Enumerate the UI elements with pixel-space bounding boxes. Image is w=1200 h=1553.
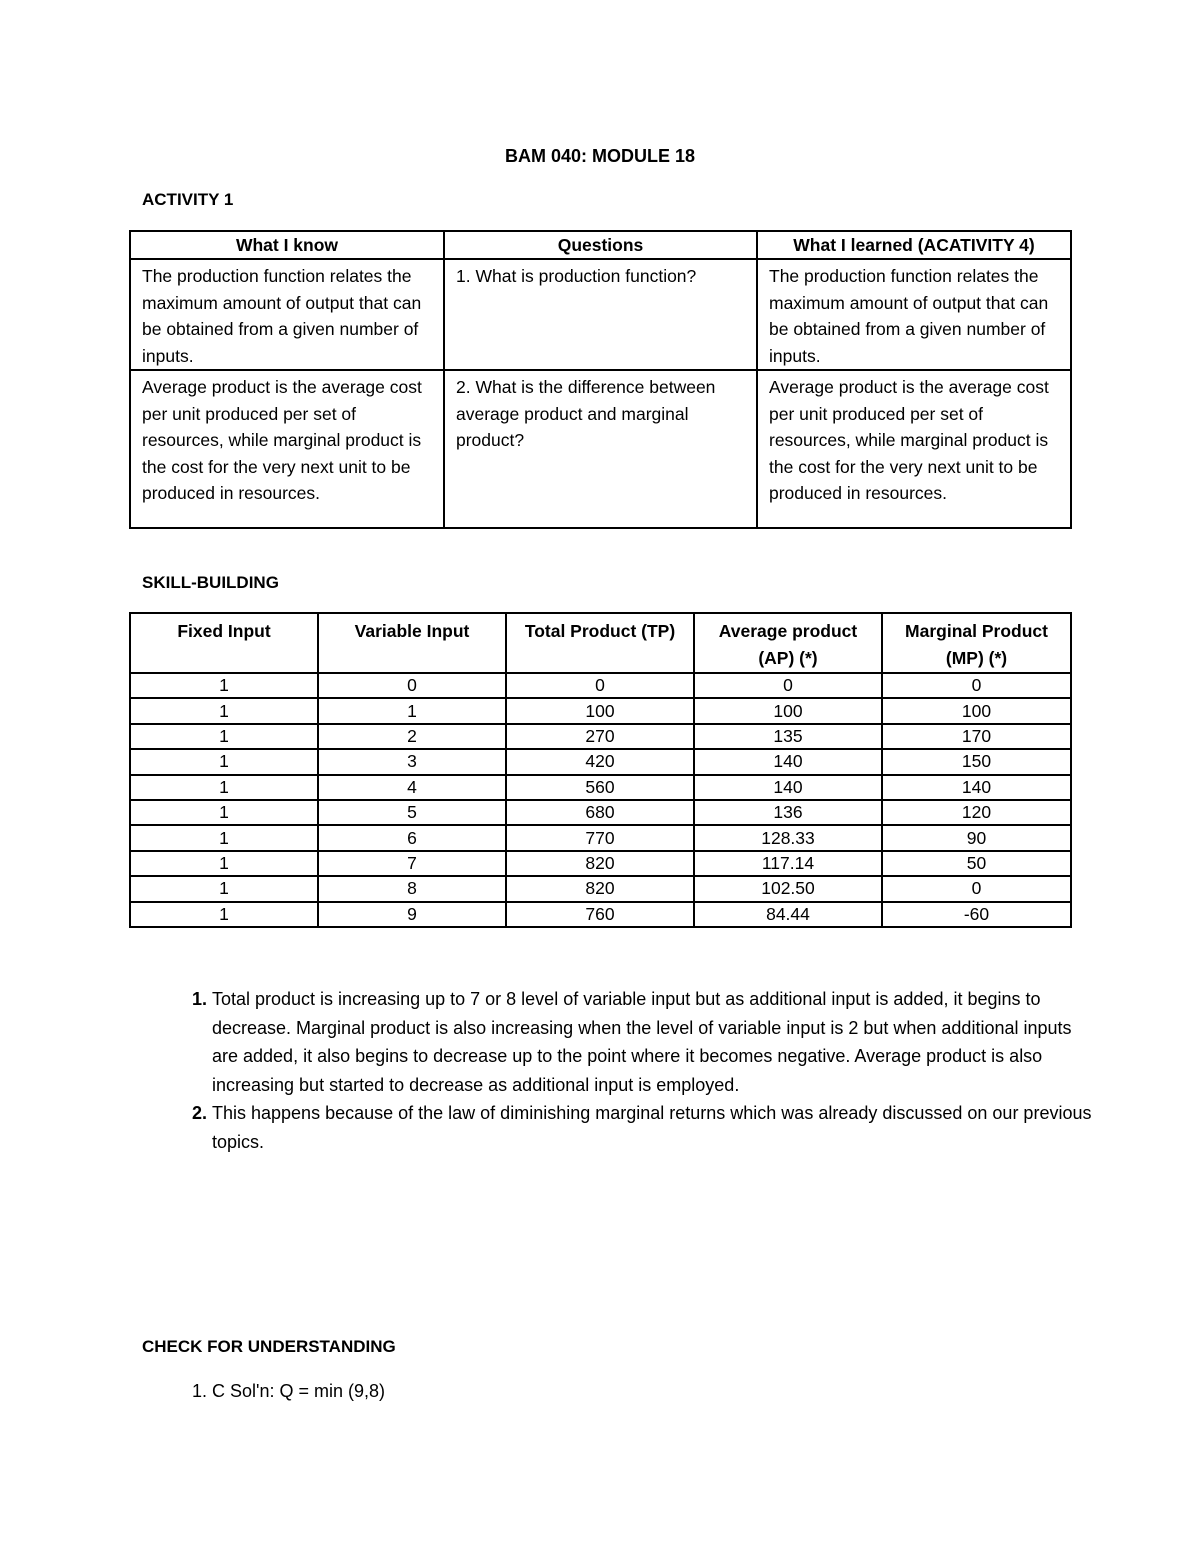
table-cell: 770: [506, 825, 694, 850]
column-header-total-product: Total Product (TP): [506, 613, 694, 673]
table-cell: 4: [318, 775, 506, 800]
table-cell: 120: [882, 800, 1071, 825]
table-cell: 760: [506, 902, 694, 927]
table-cell: 820: [506, 851, 694, 876]
table-cell: 150: [882, 749, 1071, 774]
activity-heading: ACTIVITY 1: [142, 190, 234, 209]
table-cell: 1: [318, 698, 506, 723]
check-understanding-list: [178, 1378, 385, 1404]
table-cell: 100: [694, 698, 882, 723]
table-cell: Average product is the average cost per unit produced per set of resources, while marginal product is the cost for the very next unit to be produced in resources.: [130, 370, 444, 528]
column-header-what-i-learned: What I learned (ACATIVITY 4): [757, 231, 1071, 259]
list-item: 1. Total product is increasing up to 7 or 8 level of variable input but as additional input is added, it begins to decrease. Marginal product is also increasing when the level of variable input is 2 but when additional inputs are added, it also begins to decrease up to the point where it becomes negative. Average product is also increasing but started to decrease as additional input is employed.: [212, 985, 1102, 1099]
table-cell: 680: [506, 800, 694, 825]
table-row: [130, 800, 1071, 825]
table-cell: 2: [318, 724, 506, 749]
table-cell: 1: [130, 825, 318, 850]
skill-table-body: [130, 673, 1071, 927]
table-row: [130, 825, 1071, 850]
table-cell: 7: [318, 851, 506, 876]
table-cell: 6: [318, 825, 506, 850]
table-cell: 0: [318, 673, 506, 698]
table-row: [130, 749, 1071, 774]
table-cell: 1. What is production function?: [444, 259, 757, 370]
table-cell: 420: [506, 749, 694, 774]
table-cell: 1: [130, 724, 318, 749]
table-cell: 128.33: [694, 825, 882, 850]
column-header-questions: Questions: [444, 231, 757, 259]
table-row: [130, 698, 1071, 723]
list-item: 2. This happens because of the law of diminishing marginal returns which was already discussed on our previous topics.: [212, 1099, 1102, 1156]
table-row: [130, 673, 1071, 698]
table-cell: 1: [130, 851, 318, 876]
table-cell: 1: [130, 902, 318, 927]
table-cell: 5: [318, 800, 506, 825]
table-cell: 102.50: [694, 876, 882, 901]
table-cell: 84.44: [694, 902, 882, 927]
table-cell: 140: [882, 775, 1071, 800]
table-row: [130, 902, 1071, 927]
table-cell: 2. What is the difference between average product and marginal product?: [444, 370, 757, 528]
table-cell: 90: [882, 825, 1071, 850]
table-cell: 1: [130, 800, 318, 825]
table-cell: The production function relates the maximum amount of output that can be obtained from a given number of inputs.: [757, 259, 1071, 370]
column-header-average-product: Average product (AP) (*): [694, 613, 882, 673]
table-cell: 820: [506, 876, 694, 901]
skill-header-row: [130, 613, 1071, 673]
table-cell: 50: [882, 851, 1071, 876]
table-cell: 136: [694, 800, 882, 825]
skill-building-table: [129, 612, 1072, 928]
table-cell: 9: [318, 902, 506, 927]
table-cell: 140: [694, 749, 882, 774]
column-header-what-i-know: What I know: [130, 231, 444, 259]
table-cell: 170: [882, 724, 1071, 749]
table-cell: 270: [506, 724, 694, 749]
table-cell: 0: [694, 673, 882, 698]
table-cell: 1: [130, 698, 318, 723]
table-row: [130, 851, 1071, 876]
table-cell: 0: [882, 876, 1071, 901]
table-cell: 117.14: [694, 851, 882, 876]
table-cell: 140: [694, 775, 882, 800]
table-cell: 1: [130, 876, 318, 901]
skill-notes-list: [178, 985, 1102, 1156]
page-title: BAM 040: MODULE 18: [504, 146, 696, 166]
table-cell: 0: [882, 673, 1071, 698]
table-cell: 100: [506, 698, 694, 723]
table-cell: 1: [130, 749, 318, 774]
activity-header-row: [130, 231, 1071, 259]
table-cell: 560: [506, 775, 694, 800]
skill-building-heading: SKILL-BUILDING: [142, 573, 279, 592]
table-cell: 1: [130, 673, 318, 698]
table-cell: 3: [318, 749, 506, 774]
check-understanding-heading: CHECK FOR UNDERSTANDING: [142, 1337, 396, 1356]
table-cell: 8: [318, 876, 506, 901]
table-cell: -60: [882, 902, 1071, 927]
table-row: [130, 259, 1071, 370]
table-cell: Average product is the average cost per unit produced per set of resources, while marginal product is the cost for the very next unit to be produced in resources.: [757, 370, 1071, 528]
table-row: [130, 775, 1071, 800]
column-header-fixed-input: Fixed Input: [130, 613, 318, 673]
table-row: [130, 876, 1071, 901]
table-row: [130, 370, 1071, 528]
table-row: [130, 724, 1071, 749]
table-cell: 100: [882, 698, 1071, 723]
table-cell: 0: [506, 673, 694, 698]
list-item: 1. C Sol'n: Q = min (9,8): [212, 1378, 385, 1404]
table-cell: The production function relates the maximum amount of output that can be obtained from a given number of inputs.: [130, 259, 444, 370]
column-header-variable-input: Variable Input: [318, 613, 506, 673]
table-cell: 135: [694, 724, 882, 749]
column-header-marginal-product: Marginal Product (MP) (*): [882, 613, 1071, 673]
table-cell: 1: [130, 775, 318, 800]
activity-table: [129, 230, 1072, 529]
